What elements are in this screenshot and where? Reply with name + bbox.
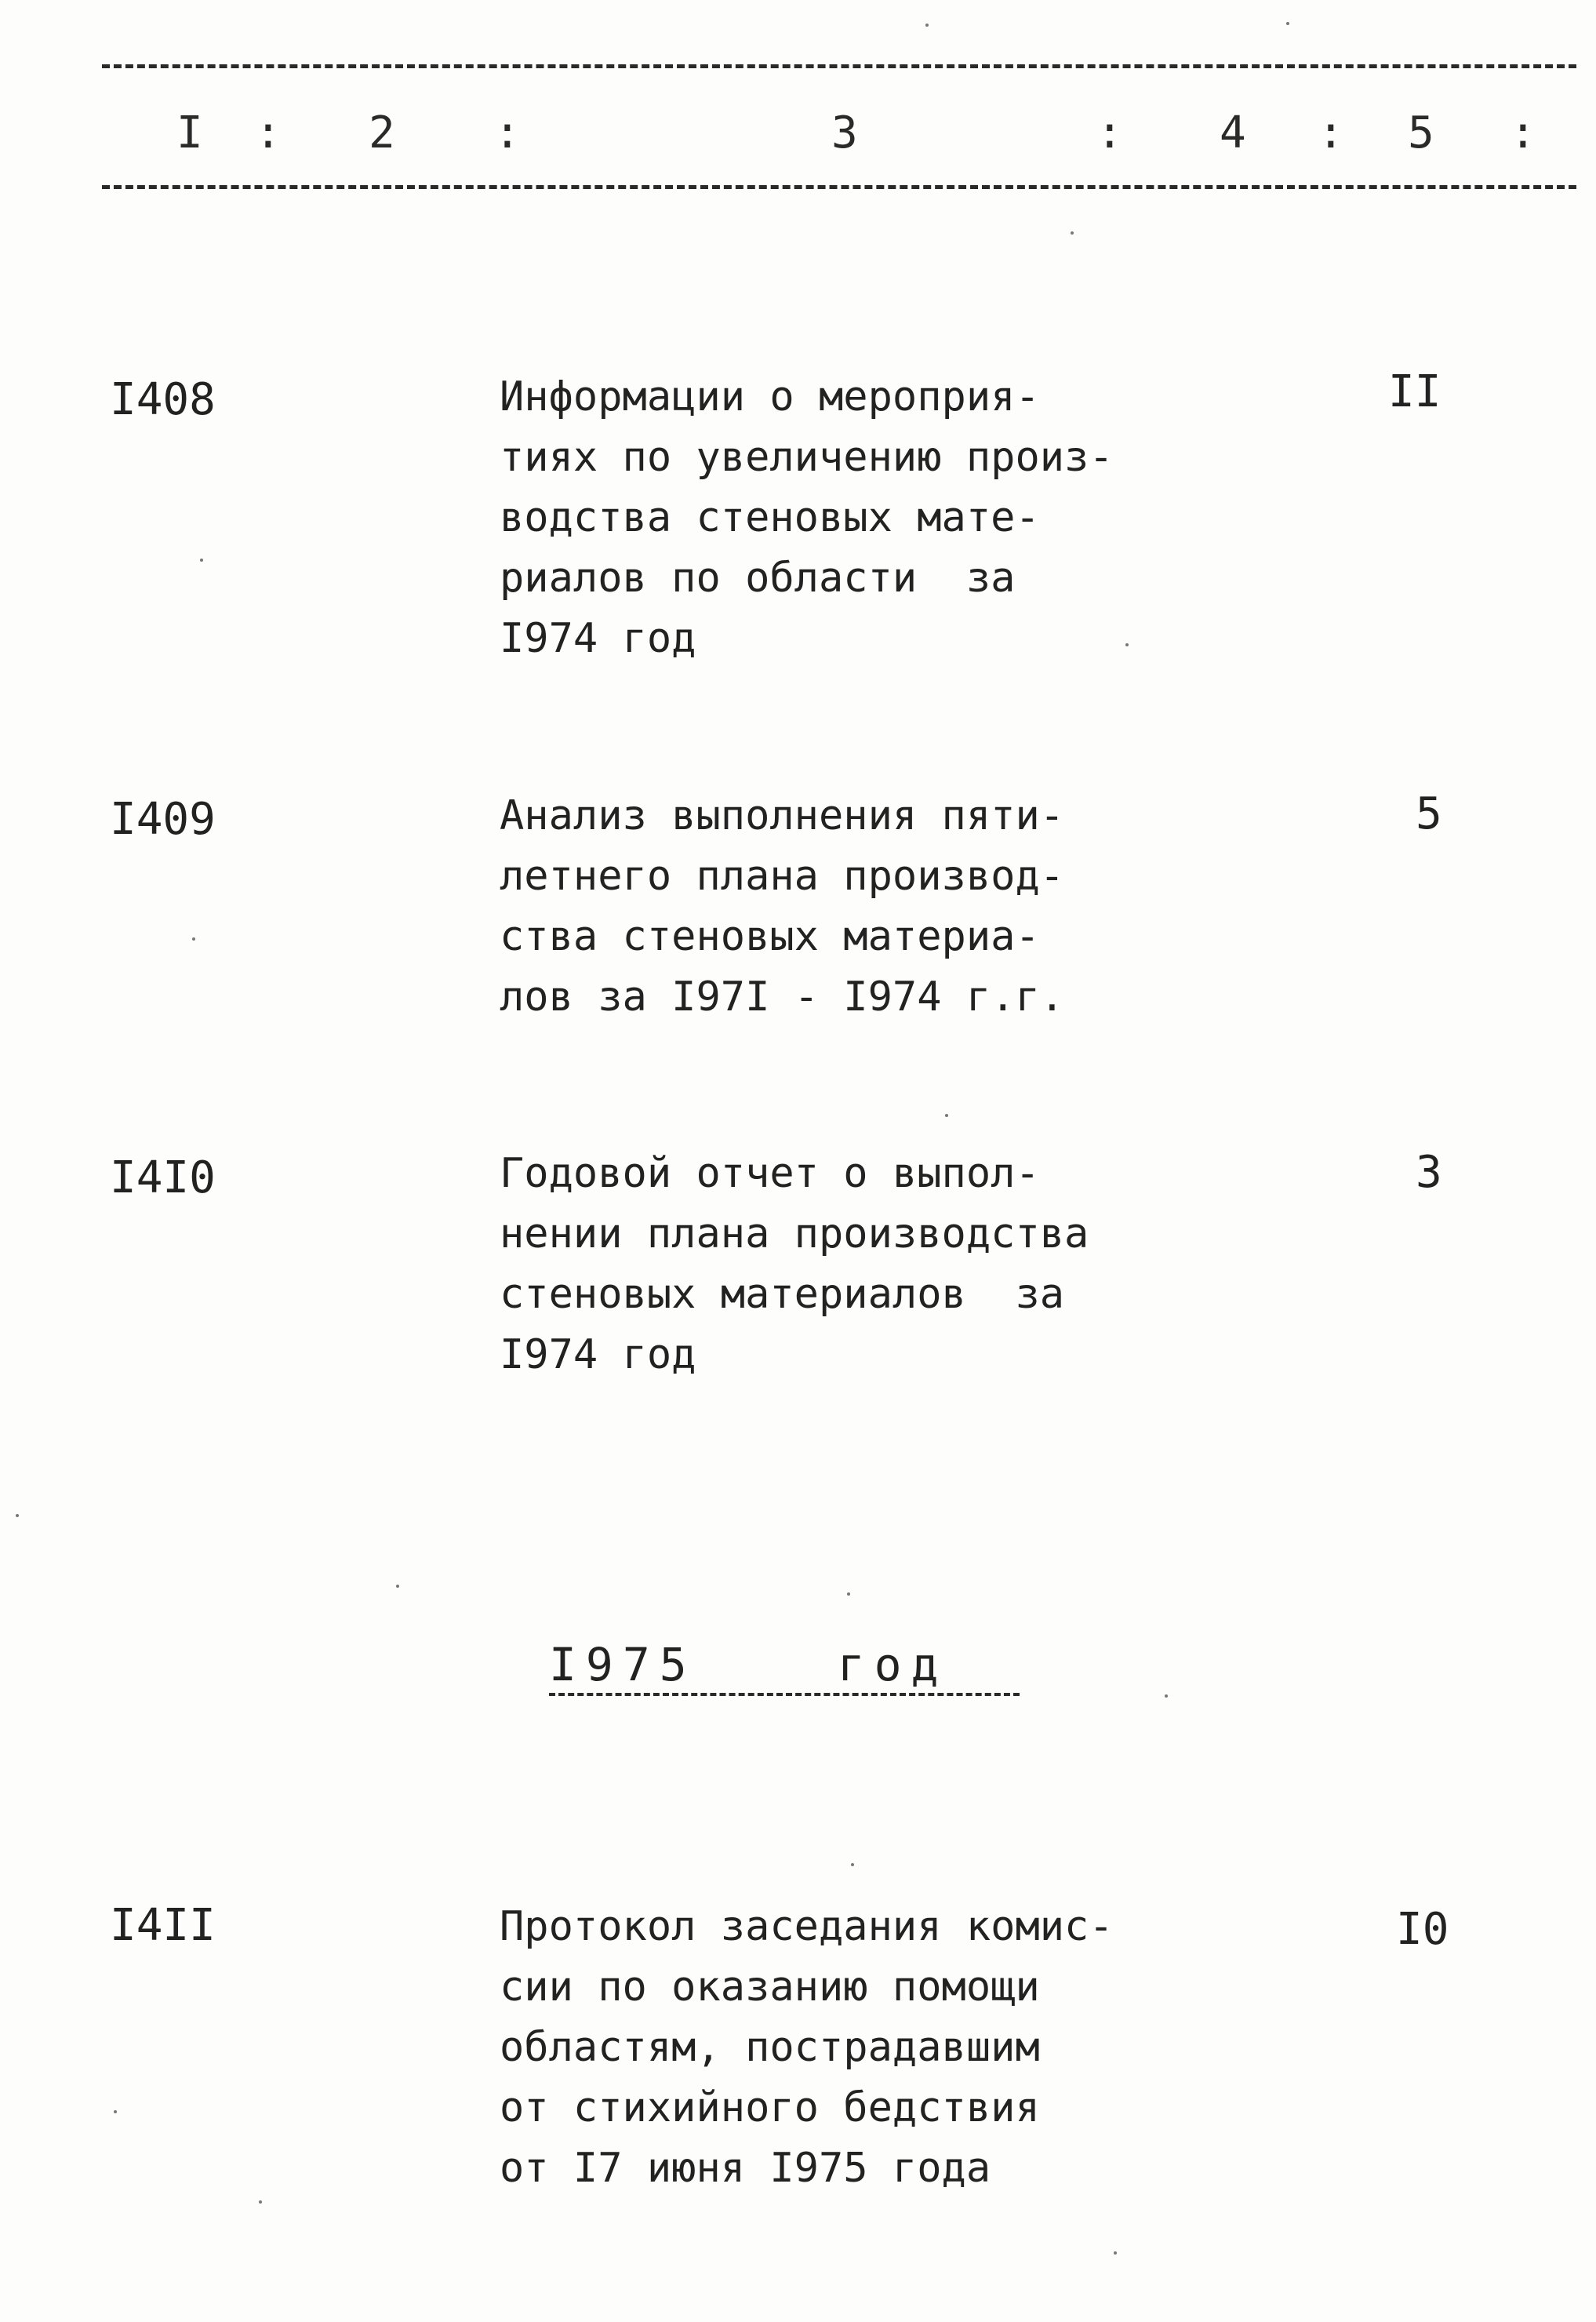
column-header-3: 3 [831,107,858,158]
record-number: I4II [110,1900,216,1951]
year-heading-underline [549,1693,1020,1696]
record-sheet-count: I0 [1396,1904,1449,1955]
column-separator: : [255,107,282,158]
record-title: Протокол заседания комис- сии по оказанию помощи областям, пострадавшим от стихийного бедствия от I7 июня I975 года [500,1903,1114,2192]
record-number: I408 [110,374,216,425]
header-top-rule [102,64,1576,68]
scan-speck [16,1514,19,1517]
scan-speck [945,1114,948,1117]
scan-speck [114,2110,117,2113]
scan-speck [259,2200,262,2204]
column-separator: : [1096,107,1123,158]
record-sheet-count: 5 [1416,788,1442,839]
column-separator: : [1318,107,1344,158]
scan-speck [192,937,195,941]
column-header-1: I [176,107,203,158]
year-label: год [837,1638,948,1691]
column-header-2: 2 [369,107,395,158]
scan-speck [925,24,929,27]
scan-speck [1071,231,1074,235]
column-header-4: 4 [1220,107,1246,158]
scan-speck [1114,2251,1117,2255]
record-number: I4I0 [110,1152,216,1203]
scan-speck [396,1585,399,1588]
scan-speck [1165,1694,1168,1698]
record-title: Информации о мероприя- тиях по увеличению произ- водства стеновых мате- риалов по области за I974 год [500,373,1114,662]
scan-speck [200,559,203,562]
scan-speck [847,1592,850,1596]
scan-speck [851,1863,854,1866]
header-bottom-rule [102,185,1576,189]
record-number: I409 [110,794,216,845]
year-value: I975 [549,1638,696,1691]
scan-speck [1125,643,1129,646]
record-title: Анализ выполнения пяти- летнего плана производ- ства стеновых материа- лов за I97I - I974 г.г. [500,792,1065,1021]
record-sheet-count: II [1388,366,1441,417]
record-sheet-count: 3 [1416,1147,1442,1198]
column-header-5: 5 [1408,107,1434,158]
record-title: Годовой отчет о выпол- нении плана производства стеновых материалов за I974 год [500,1150,1089,1378]
column-separator: : [494,107,521,158]
scan-speck [1286,22,1289,25]
year-section-heading [549,1640,947,1690]
column-separator: : [1510,107,1536,158]
